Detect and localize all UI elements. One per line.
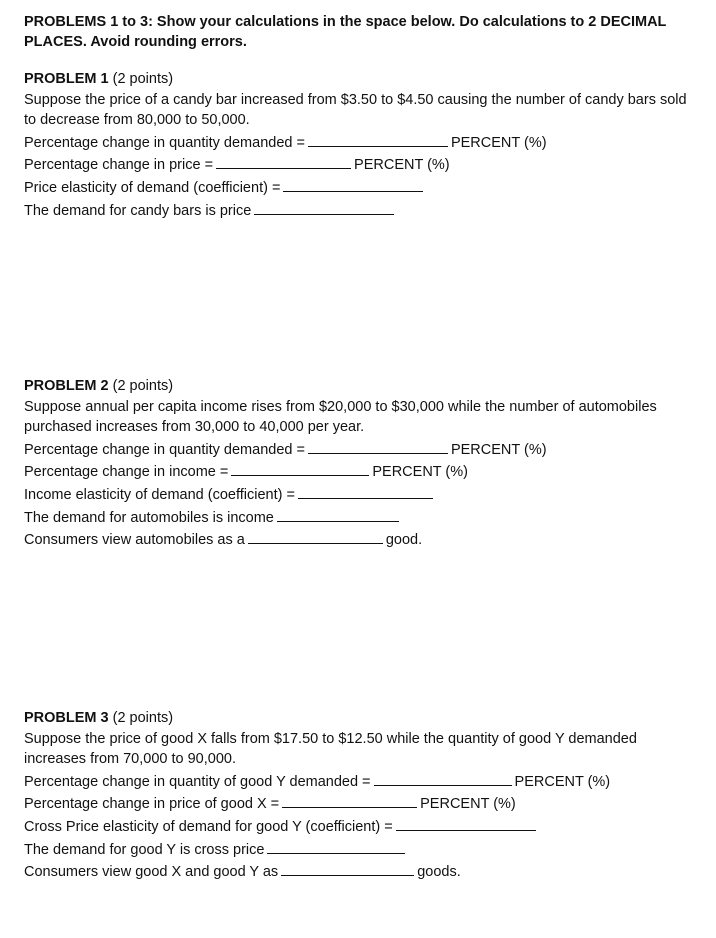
answer-blank[interactable] (283, 176, 423, 192)
answer-blank[interactable] (298, 483, 433, 499)
question-label: Percentage change in price = (24, 157, 214, 174)
answer-blank[interactable] (277, 506, 399, 522)
problem-3 (24, 708, 704, 883)
answer-blank[interactable] (248, 528, 383, 544)
question-label: The demand for candy bars is price (24, 202, 252, 219)
problem-3-question-5 (24, 860, 704, 883)
problem-1-title: PROBLEM 1 (24, 71, 109, 87)
problem-2-question-1 (24, 438, 704, 461)
problem-1-heading (24, 69, 704, 90)
problem-3-question-3 (24, 815, 704, 838)
question-label: Income elasticity of demand (coefficient) = (24, 486, 295, 503)
problem-2-points: (2 points) (112, 378, 174, 394)
question-label: Percentage change in income = (24, 464, 229, 481)
answer-blank[interactable] (254, 199, 394, 215)
instructions-text: PROBLEMS 1 to 3: Show your calculations in the space below. Do calculations to 2 DECIMAL PLACES. Avoid rounding errors. (24, 14, 667, 50)
answer-blank[interactable] (396, 815, 536, 831)
answer-blank[interactable] (308, 438, 448, 454)
problem-3-points: (2 points) (112, 710, 174, 726)
question-label: The demand for good Y is cross price (24, 841, 265, 858)
problem-1-points: (2 points) (112, 71, 174, 87)
problem-3-heading (24, 708, 704, 729)
problem-3-question-4 (24, 838, 704, 861)
problem-2-title: PROBLEM 2 (24, 378, 109, 394)
answer-blank[interactable] (231, 460, 369, 476)
problem-2-heading (24, 376, 704, 397)
unit-label: PERCENT (%) (354, 157, 450, 174)
question-label: Price elasticity of demand (coefficient) = (24, 179, 281, 196)
problem-2-question-4 (24, 506, 704, 529)
answer-blank[interactable] (374, 770, 512, 786)
suffix-label: good. (385, 532, 423, 549)
question-label: Percentage change in quantity of good Y demanded = (24, 773, 371, 790)
problem-2-question-3 (24, 483, 704, 506)
problem-3-title: PROBLEM 3 (24, 710, 109, 726)
answer-blank[interactable] (216, 153, 351, 169)
problem-2-prompt: Suppose annual per capita income rises from $20,000 to $30,000 while the number of automobiles purchased increases from 30,000 to 40,000 per year. (24, 398, 657, 436)
question-label: Percentage change in quantity demanded = (24, 441, 305, 458)
question-label: Consumers view automobiles as a (24, 532, 245, 549)
unit-label: PERCENT (%) (450, 134, 547, 151)
question-label: Percentage change in price of good X = (24, 796, 280, 813)
problem-2 (24, 376, 704, 551)
problem-1 (24, 69, 704, 221)
problem-3-prompt: Suppose the price of good X falls from $17.50 to $12.50 while the quantity of good Y demanded increases from 70,000 to 90,000. (24, 730, 637, 768)
answer-blank[interactable] (282, 792, 417, 808)
problem-2-question-2 (24, 460, 704, 483)
problem-3-question-1 (24, 770, 704, 793)
question-label: Percentage change in quantity demanded = (24, 134, 305, 151)
answer-blank[interactable] (308, 131, 448, 147)
question-label: The demand for automobiles is income (24, 509, 274, 526)
problem-2-question-5 (24, 528, 704, 551)
unit-label: PERCENT (%) (420, 796, 516, 813)
answer-blank[interactable] (267, 838, 405, 854)
unit-label: PERCENT (%) (514, 773, 611, 790)
unit-label: PERCENT (%) (450, 441, 547, 458)
unit-label: PERCENT (%) (372, 464, 468, 481)
answer-blank[interactable] (281, 860, 414, 876)
instructions-header (24, 12, 694, 52)
suffix-label: goods. (417, 864, 461, 881)
problem-1-question-2 (24, 153, 704, 176)
problem-1-prompt: Suppose the price of a candy bar increased from $3.50 to $4.50 causing the number of candy bars sold to decrease from 80,000 to 50,000. (24, 91, 687, 129)
problem-1-question-4 (24, 199, 704, 222)
problem-3-question-2 (24, 792, 704, 815)
problem-1-question-3 (24, 176, 704, 199)
question-label: Cross Price elasticity of demand for good Y (coefficient) = (24, 818, 393, 835)
question-label: Consumers view good X and good Y as (24, 864, 279, 881)
problem-1-question-1 (24, 131, 704, 154)
